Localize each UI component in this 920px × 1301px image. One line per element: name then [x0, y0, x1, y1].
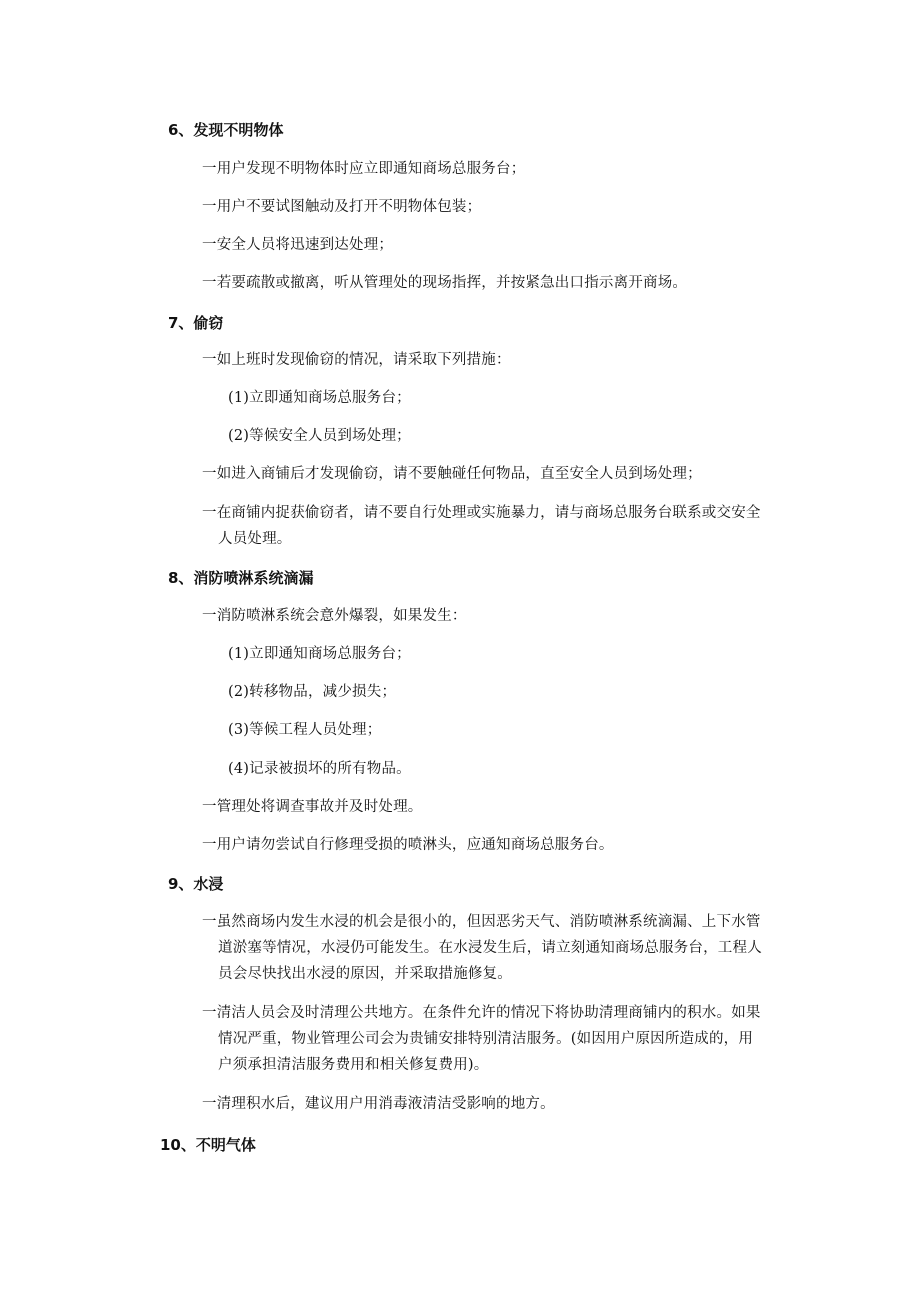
section-9-item-1-line-3: 员会尽快找出水浸的原因，并采取措施修复。 — [218, 966, 512, 982]
section-6-item-2: 一用户不要试图触动及打开不明物体包装； — [202, 199, 482, 215]
section-6-item-3: 一安全人员将迅速到达处理； — [202, 237, 394, 253]
section-7-item-2: 一如进入商铺后才发现偷窃，请不要触碰任何物品，直至安全人员到场处理； — [202, 466, 702, 482]
section-8-subitem-4: (4)记录被损坏的所有物品。 — [228, 761, 411, 777]
section-heading-7: 7、偷窃 — [168, 314, 224, 332]
section-6-item-1: 一用户发现不明物体时应立即通知商场总服务台； — [202, 161, 526, 177]
section-9-item-3: 一清理积水后，建议用户用消毒液清洁受影响的地方。 — [202, 1096, 555, 1112]
section-8-subitem-1: (1)立即通知商场总服务台； — [228, 646, 411, 662]
section-8-subitem-2: (2)转移物品，减少损失； — [228, 684, 397, 700]
section-8-item-1: 一消防喷淋系统会意外爆裂，如果发生： — [202, 608, 467, 624]
section-heading-10: 10、不明气体 — [160, 1136, 256, 1154]
section-8-item-2: 一管理处将调查事故并及时处理。 — [202, 799, 423, 815]
section-7-item-1: 一如上班时发现偷窃的情况，请采取下列措施： — [202, 352, 511, 368]
section-9-item-1-line-2: 道淤塞等情况，水浸仍可能发生。在水浸发生后，请立刻通知商场总服务台，工程人 — [218, 940, 762, 956]
section-7-item-3-cont: 人员处理。 — [218, 531, 292, 547]
section-9-item-2-line-1: 一清洁人员会及时清理公共地方。在条件允许的情况下将协助清理商铺内的积水。如果 — [202, 1005, 761, 1021]
section-9-item-2-line-2: 情况严重，物业管理公司会为贵铺安排特别清洁服务。(如因用户原因所造成的，用 — [218, 1031, 754, 1047]
section-heading-6: 6、发现不明物体 — [168, 121, 284, 139]
section-heading-9: 9、水浸 — [168, 875, 224, 893]
section-heading-8: 8、消防喷淋系统滴漏 — [168, 569, 314, 587]
section-7-subitem-1: (1)立即通知商场总服务台； — [228, 390, 411, 406]
section-7-subitem-2: (2)等候安全人员到场处理； — [228, 428, 411, 444]
section-9-item-1-line-1: 一虽然商场内发生水浸的机会是很小的，但因恶劣天气、消防喷淋系统滴漏、上下水管 — [202, 914, 761, 930]
section-8-subitem-3: (3)等候工程人员处理； — [228, 722, 382, 738]
section-9-item-2-line-3: 户须承担清洁服务费用和相关修复费用)。 — [218, 1057, 489, 1073]
section-6-item-4: 一若要疏散或撤离，听从管理处的现场指挥，并按紧急出口指示离开商场。 — [202, 275, 688, 291]
section-8-item-3: 一用户请勿尝试自行修理受损的喷淋头，应通知商场总服务台。 — [202, 837, 614, 853]
section-7-item-3: 一在商铺内捉获偷窃者，请不要自行处理或实施暴力，请与商场总服务台联系或交安全 — [202, 505, 761, 521]
